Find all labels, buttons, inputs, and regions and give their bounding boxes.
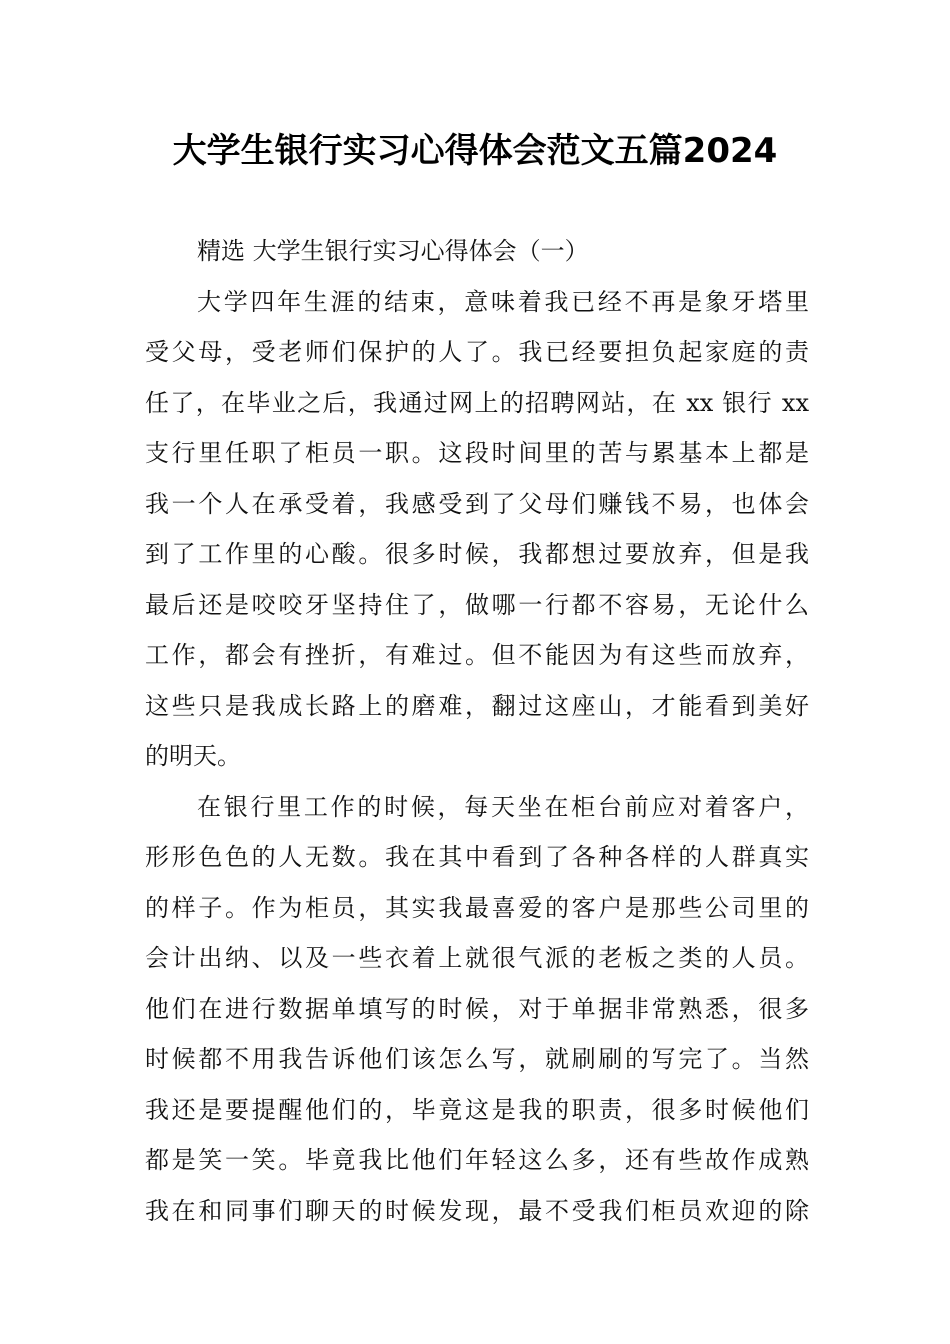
body-text-line: 支行里任职了柜员一职。这段时间里的苦与累基本上都是 [145, 439, 809, 467]
body-text-line: 形形色色的人无数。我在其中看到了各种各样的人群真实 [145, 843, 809, 871]
body-text-line: 他们在进行数据单填写的时候，对于单据非常熟悉，很多 [145, 994, 809, 1023]
body-text-line: 我在和同事们聊天的时候发现，最不受我们柜员欢迎的除 [145, 1196, 809, 1225]
body-text-line: 最后还是咬咬牙坚持住了，做哪一行都不容易，无论什么 [145, 590, 809, 619]
body-text-line: 时候都不用我告诉他们该怎么写，就刷刷的写完了。当然 [145, 1045, 809, 1073]
document-title: 大学生银行实习心得体会范文五篇2024 [172, 131, 778, 171]
body-text-line: 工作，都会有挫折，有难过。但不能因为有这些而放弃， [145, 641, 809, 669]
body-text-line: 会计出纳、以及一些衣着上就很气派的老板之类的人员。 [145, 944, 809, 972]
body-text-line: 受父母，受老师们保护的人了。我已经要担负起家庭的责 [145, 338, 809, 366]
body-text-line: 我还是要提醒他们的，毕竟这是我的职责，很多时候他们 [145, 1095, 809, 1124]
body-text-line: 我一个人在承受着，我感受到了父母们赚钱不易，也体会 [145, 489, 809, 518]
document-body [145, 226, 809, 1236]
body-text-line: 大学四年生涯的结束，意味着我已经不再是象牙塔里 [197, 287, 809, 316]
body-text-line: 在银行里工作的时候，每天坐在柜台前应对着客户， [197, 792, 809, 821]
body-text-line: 的样子。作为柜员，其实我最喜爱的客户是那些公司里的 [145, 893, 809, 922]
body-text-line: 精选 大学生银行实习心得体会（一） [197, 237, 589, 265]
body-text-line: 到了工作里的心酸。很多时候，我都想过要放弃，但是我 [145, 540, 809, 568]
body-text-line: 这些只是我成长路上的磨难，翻过这座山，才能看到美好 [145, 691, 809, 720]
body-text-line: 的明天。 [145, 742, 241, 770]
body-text-line: 都是笑一笑。毕竟我比他们年轻这么多，还有些故作成熟 [145, 1146, 809, 1174]
body-text-line: 任了，在毕业之后，我通过网上的招聘网站，在 xx 银行 xx [145, 388, 809, 417]
